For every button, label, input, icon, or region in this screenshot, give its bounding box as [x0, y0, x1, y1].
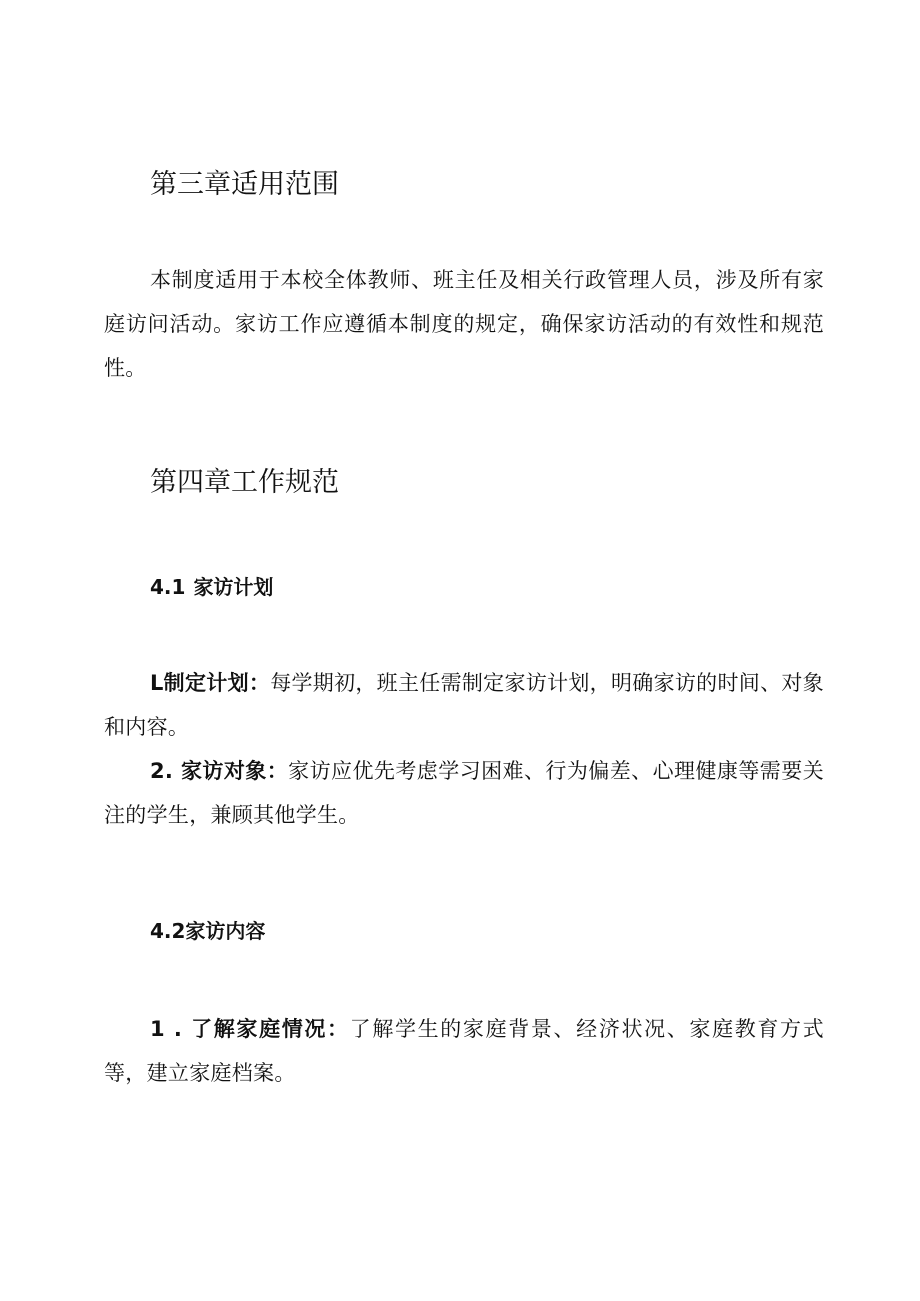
list-item	[104, 661, 824, 749]
section-4-1-heading	[150, 573, 273, 601]
list-item-text: 了解学生的家庭背景、经济状况、家庭教育方式等，建立家庭档案。	[104, 1017, 824, 1085]
list-item-text: 每学期初，班主任需制定家访计划，明确家访的时间、对象和内容。	[104, 671, 824, 739]
chapter-4-title: 第四章工作规范	[150, 467, 339, 498]
list-item-lead: 2. 家访对象：	[150, 759, 289, 783]
list-item-lead: L制定计划：	[150, 671, 271, 695]
chapter-3-body	[104, 258, 824, 390]
section-4-2-heading: 4.2家访内容	[150, 919, 266, 943]
list-item-text: 家访应优先考虑学习困难、行为偏差、心理健康等需要关注的学生，兼顾其他学生。	[104, 759, 824, 827]
list-item	[104, 1007, 824, 1095]
chapter-3-title: 第三章适用范围	[150, 169, 339, 200]
list-item	[104, 749, 824, 837]
section-4-2-body	[104, 1007, 824, 1095]
section-4-1-number: 4.1	[150, 575, 186, 599]
list-item-lead: 1 . 了解家庭情况：	[150, 1017, 350, 1041]
section-4-1-body	[104, 661, 824, 837]
section-4-1-title: 家访计划	[193, 575, 274, 599]
chapter-3-paragraph: 本制度适用于本校全体教师、班主任及相关行政管理人员，涉及所有家庭访问活动。家访工作应遵循本制度的规定，确保家访活动的有效性和规范性。	[104, 268, 824, 380]
